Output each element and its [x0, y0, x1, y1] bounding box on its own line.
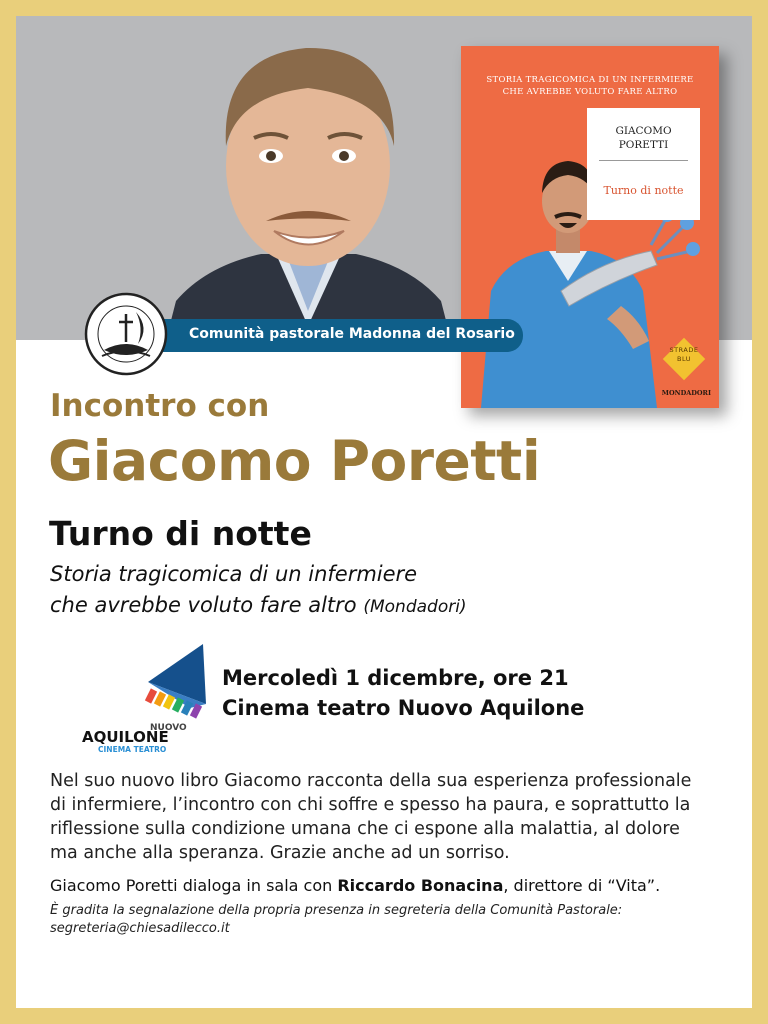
nuovo-aquilone-logo — [78, 644, 216, 754]
event-intro: Incontro con — [50, 388, 270, 424]
parish-name: Comunità pastorale Madonna del Rosario — [189, 326, 515, 342]
event-date: Mercoledì 1 dicembre, ore 21 — [222, 666, 569, 690]
series-badge-text: STRADE BLU — [669, 346, 699, 363]
book-title: Turno di notte — [49, 514, 312, 553]
rsvp-note: È gradita la segnalazione della propria presenza in segreteria della Comunità Pastorale: segreteria@chiesadilecco.it — [50, 902, 750, 938]
publisher-label: (Mondadori) — [363, 597, 467, 617]
book-cover-title: Turno di notte — [603, 184, 684, 197]
book-cover — [461, 46, 719, 408]
logo-text-nuovo: NUOVO — [150, 723, 187, 733]
book-tagline: STORIA TRAGICOMICA DI UN INFERMIERE CHE AVREBBE VOLUTO FARE ALTRO — [486, 75, 694, 97]
guest-name: Riccardo Bonacina — [337, 876, 504, 895]
rsvp-email: segreteria@chiesadilecco.it — [50, 921, 230, 936]
book-subtitle-line-2: che avrebbe voluto fare altro (Mondadori) — [50, 593, 467, 617]
logo-text-cinema-teatro: CINEMA TEATRO — [98, 745, 167, 754]
parish-banner — [111, 319, 523, 352]
logo-text-aquilone: AQUILONE — [82, 728, 169, 746]
book-subtitle-line-1: Storia tragicomica di un infermiere — [50, 562, 418, 586]
dialog-line: Giacomo Poretti dialoga in sala con Riccardo Bonacina, direttore di “Vita”. — [50, 876, 661, 895]
book-label: GIACOMO PORETTI Turno di notte — [587, 108, 700, 220]
event-venue: Cinema teatro Nuovo Aquilone — [222, 696, 585, 720]
event-description: Nel suo nuovo libro Giacomo racconta della sua esperienza professionale di infermiere, l’incontro con chi soffre e spesso ha paura, e soprattutto la riflessione sulla condizione umana che ci espone alla malattia, al dolore ma anche alla speranza. Grazie anche ad un sorriso. — [50, 771, 692, 863]
poster — [16, 16, 752, 1008]
speaker-name: Giacomo Poretti — [48, 429, 541, 493]
author-portrait — [166, 26, 451, 340]
book-publisher: MONDADORI — [661, 389, 711, 397]
book-label-divider — [599, 160, 688, 161]
parish-seal-logo — [84, 292, 168, 376]
